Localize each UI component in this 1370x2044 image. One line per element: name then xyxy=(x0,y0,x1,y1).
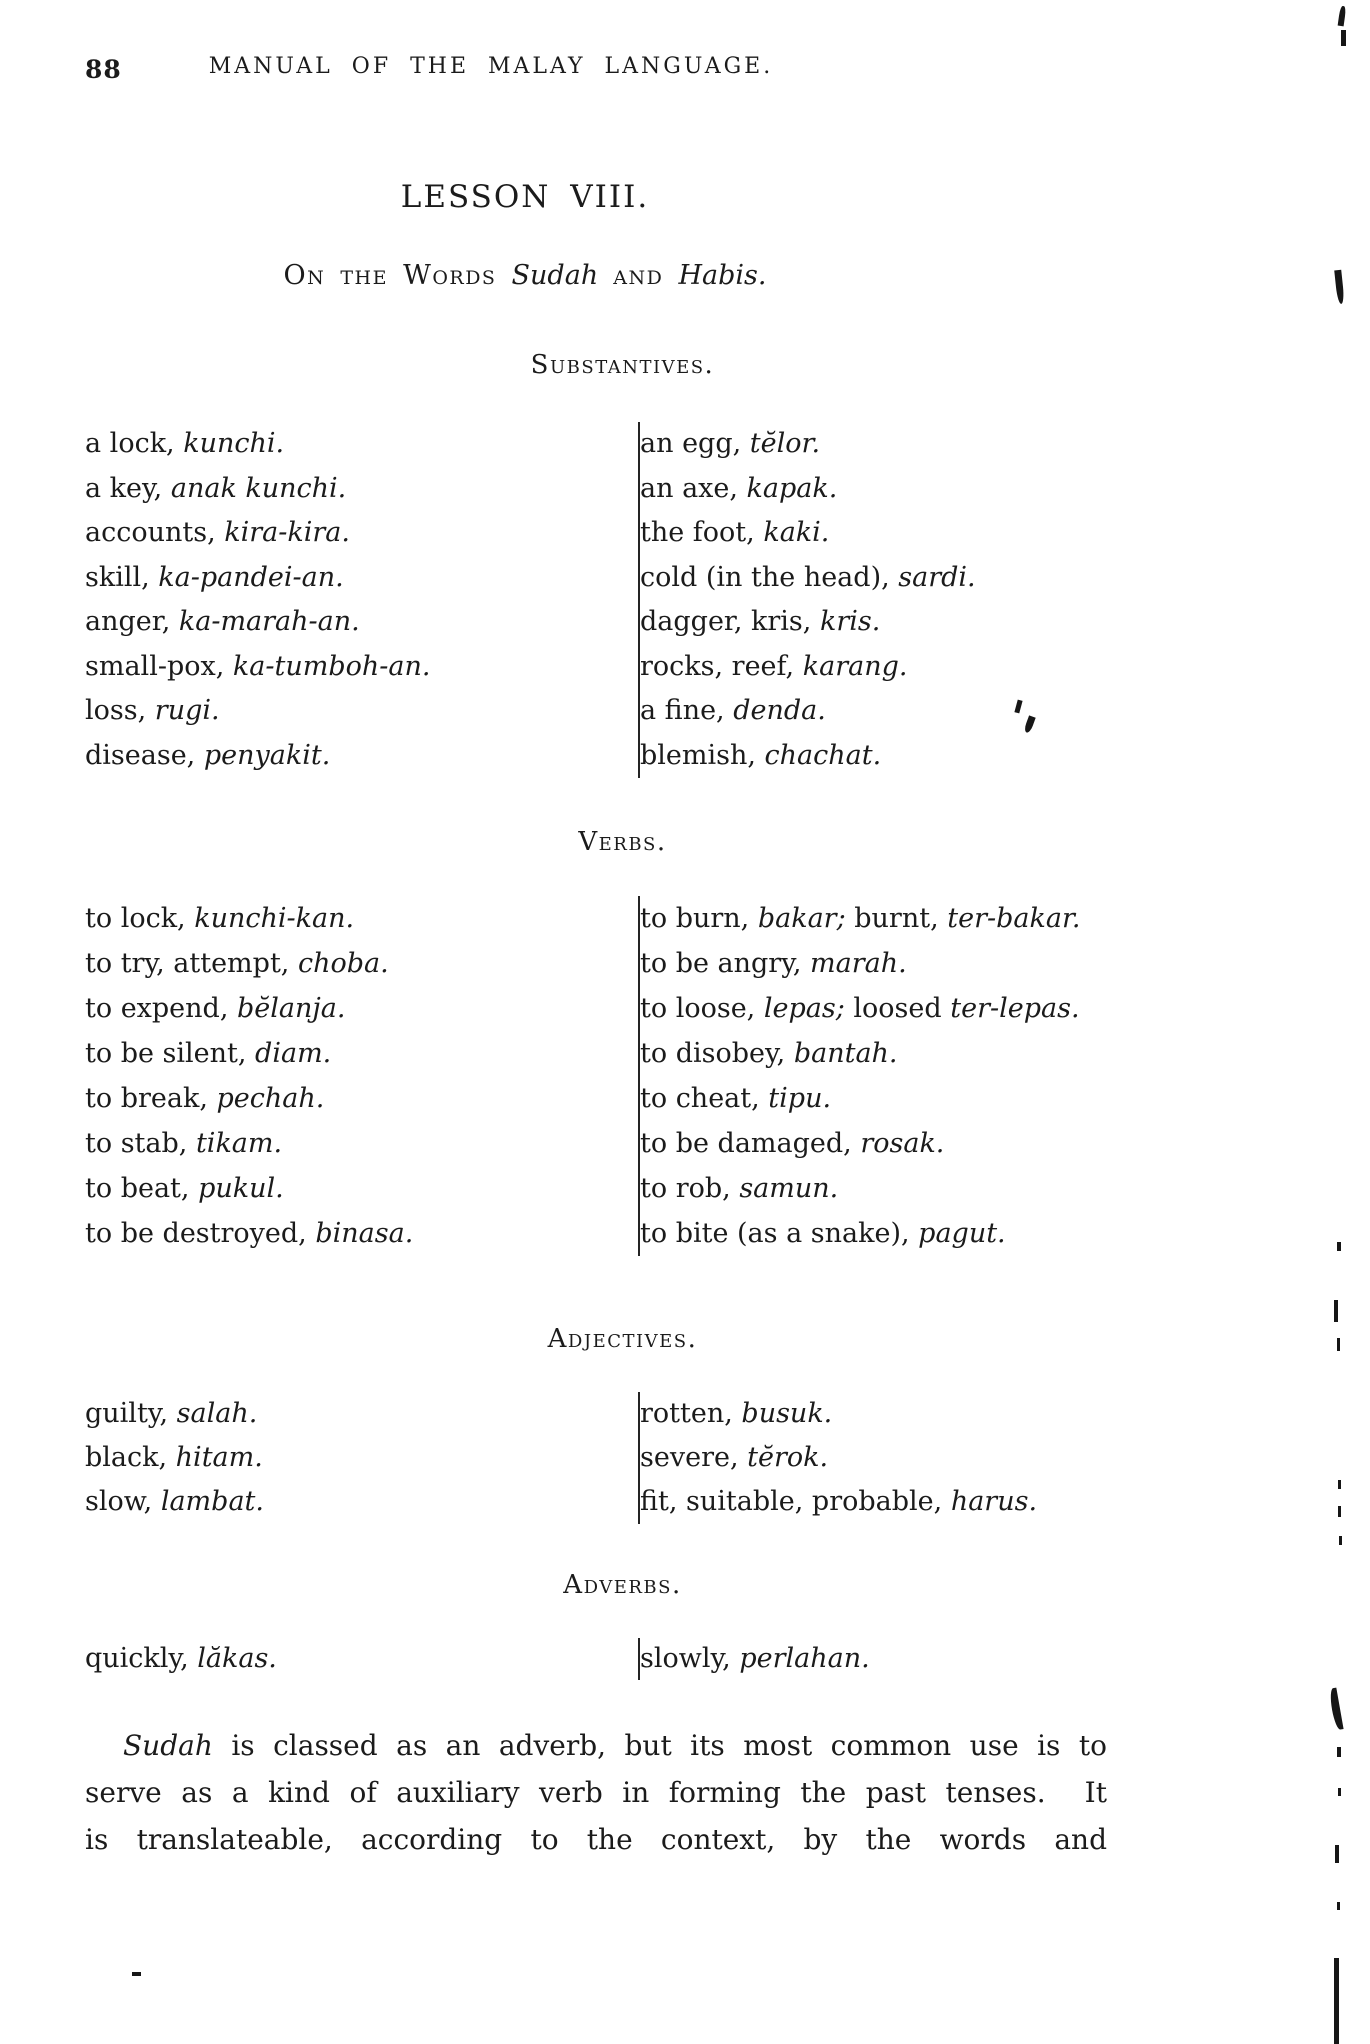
malay-word: pukul. xyxy=(198,1173,284,1204)
vocab-entry xyxy=(85,1436,638,1480)
scan-artifact xyxy=(1338,1506,1341,1517)
vocab-entry xyxy=(85,511,638,556)
malay-word: busuk. xyxy=(741,1398,833,1429)
malay-word: Sudah xyxy=(511,260,599,291)
vocab-entry xyxy=(85,1211,638,1256)
vocab-entry xyxy=(640,1121,1160,1166)
malay-word: penyakit. xyxy=(203,739,331,771)
vocab-entry xyxy=(85,1480,638,1524)
english-text: accounts, xyxy=(85,517,225,548)
paragraph-line xyxy=(85,1816,1107,1863)
vocab-entry xyxy=(640,1211,1160,1256)
english-text: dagger, kris, xyxy=(640,606,820,637)
malay-word: kapak. xyxy=(746,472,838,504)
scan-artifact xyxy=(1338,1480,1341,1489)
english-text: to try, attempt, xyxy=(85,948,298,979)
english-text: to break, xyxy=(85,1083,217,1114)
english-text: skill, xyxy=(85,561,159,593)
english-text: black, xyxy=(85,1442,176,1473)
english-text: and xyxy=(598,260,679,291)
malay-word: pechah. xyxy=(216,1083,325,1114)
english-text: severe, xyxy=(640,1442,748,1473)
vocab-entry xyxy=(640,422,1160,467)
scan-artifact xyxy=(1334,1300,1338,1322)
english-text: to be silent, xyxy=(85,1038,256,1069)
malay-word: tĕrok. xyxy=(747,1442,829,1473)
english-text: to beat, xyxy=(85,1173,199,1204)
page-header xyxy=(85,54,897,94)
malay-word: samun. xyxy=(739,1173,839,1204)
lesson-title: LESSON VIII. xyxy=(400,179,650,215)
lesson-subtitle xyxy=(85,260,965,291)
english-text: is classed as an adverb, but its most common use is to xyxy=(212,1729,1107,1762)
substantives-right-column xyxy=(638,422,1160,778)
english-text: cold (in the head), xyxy=(640,561,899,593)
vocab-entry xyxy=(85,1121,638,1166)
verbs-right-column xyxy=(638,896,1160,1256)
english-text: a lock, xyxy=(85,428,184,459)
substantives-columns xyxy=(85,422,1160,778)
adjectives-left-column xyxy=(85,1392,638,1524)
adverbs-left-column xyxy=(85,1638,638,1680)
vocab-entry xyxy=(640,645,1160,690)
english-text: disease, xyxy=(85,739,204,771)
malay-word: kunchi-kan. xyxy=(194,903,355,934)
vocab-entry xyxy=(640,511,1160,556)
english-text: serve as a kind of auxiliary verb in forming the past tenses. It xyxy=(85,1776,1107,1809)
vocab-entry xyxy=(640,1436,1160,1480)
scan-artifact xyxy=(1334,1958,1339,2044)
section-heading-substantives: Substantives. xyxy=(530,350,715,380)
vocab-entry xyxy=(85,1166,638,1211)
english-text: rotten, xyxy=(640,1398,742,1429)
verbs-columns xyxy=(85,896,1160,1256)
section-heading-verbs: Verbs. xyxy=(578,827,667,857)
body-paragraph xyxy=(85,1722,1107,1863)
malay-word: ter-bakar. xyxy=(947,903,1081,934)
scan-artifact xyxy=(1337,1338,1340,1351)
vocab-entry xyxy=(640,734,1160,779)
english-text: guilty, xyxy=(85,1398,177,1429)
malay-word: tipu. xyxy=(768,1083,832,1114)
malay-word: perlahan. xyxy=(739,1643,870,1674)
english-text: to be angry, xyxy=(640,948,811,979)
vocab-entry xyxy=(640,1638,1160,1680)
vocab-entry xyxy=(85,1392,638,1436)
vocab-entry xyxy=(640,1031,1160,1076)
malay-word: harus. xyxy=(950,1486,1038,1517)
english-text: to disobey, xyxy=(640,1038,794,1069)
vocab-entry xyxy=(640,941,1160,986)
paragraph-line xyxy=(85,1722,1107,1769)
english-text: an axe, xyxy=(640,472,747,504)
page-number: 88 xyxy=(85,55,122,84)
malay-word: bĕlanja. xyxy=(237,993,346,1024)
malay-word: ka-pandei-an. xyxy=(158,561,344,593)
english-text: On the Words xyxy=(283,260,512,291)
scan-artifact xyxy=(1337,1902,1340,1910)
english-text: quickly, xyxy=(85,1643,198,1674)
vocab-entry xyxy=(85,467,638,512)
vocab-entry xyxy=(85,600,638,645)
vocab-entry xyxy=(640,467,1160,512)
scan-artifact xyxy=(1337,1242,1341,1251)
malay-word: Habis. xyxy=(678,260,767,291)
malay-word: marah. xyxy=(810,948,907,979)
adjectives-right-column xyxy=(638,1392,1160,1524)
vocab-entry xyxy=(85,689,638,734)
english-text: to bite (as a snake), xyxy=(640,1218,919,1249)
malay-word: lambat. xyxy=(160,1486,264,1517)
vocab-entry xyxy=(85,422,638,467)
english-text: to stab, xyxy=(85,1128,196,1159)
english-text: to cheat, xyxy=(640,1083,769,1114)
scan-artifact xyxy=(1328,1688,1343,1731)
vocab-entry xyxy=(85,896,638,941)
section-heading-adverbs: Adverbs. xyxy=(563,1570,682,1600)
english-text: to burn, xyxy=(640,903,758,934)
vocab-entry xyxy=(640,689,1160,734)
malay-word: kira-kira. xyxy=(224,517,350,548)
vocab-entry xyxy=(640,1480,1160,1524)
malay-word: ka-tumboh-an. xyxy=(232,650,431,682)
malay-word: denda. xyxy=(733,695,826,726)
adverbs-columns xyxy=(85,1638,1160,1680)
english-text: a fine, xyxy=(640,695,734,726)
english-text: slow, xyxy=(85,1486,161,1517)
english-text: fit, suitable, probable, xyxy=(640,1486,951,1517)
malay-word: sardi. xyxy=(898,561,976,593)
english-text: is translateable, according to the context, by the words and xyxy=(85,1823,1107,1856)
malay-word: kaki. xyxy=(763,517,830,548)
adjectives-columns xyxy=(85,1392,1160,1524)
malay-word: salah. xyxy=(176,1398,258,1429)
malay-word: ka-marah-an. xyxy=(178,606,360,637)
scan-artifact xyxy=(1341,30,1346,46)
malay-word: Sudah xyxy=(123,1729,213,1762)
malay-word: tĕlor. xyxy=(749,428,821,459)
english-text: to be damaged, xyxy=(640,1128,861,1159)
vocab-entry xyxy=(640,556,1160,601)
vocab-entry xyxy=(640,1076,1160,1121)
malay-word: kunchi. xyxy=(183,428,285,459)
adverbs-right-column xyxy=(638,1638,1160,1680)
english-text: slowly, xyxy=(640,1643,740,1674)
vocab-entry xyxy=(640,600,1160,645)
english-text: to loose, xyxy=(640,993,764,1024)
vocab-entry xyxy=(640,1392,1160,1436)
english-text: loosed xyxy=(844,993,951,1024)
scan-artifact xyxy=(1334,270,1345,305)
section-heading-adjectives: Adjectives. xyxy=(547,1324,698,1354)
scan-artifact xyxy=(132,1972,141,1976)
scan-artifact xyxy=(1338,6,1347,27)
english-text: small-pox, xyxy=(85,650,233,682)
malay-word: pagut. xyxy=(918,1218,1006,1249)
vocab-entry xyxy=(640,1166,1160,1211)
vocab-entry xyxy=(85,1031,638,1076)
malay-word: lepas; xyxy=(763,993,845,1024)
malay-word: rugi. xyxy=(154,695,220,726)
english-text: a key, xyxy=(85,472,171,504)
english-text: rocks, reef, xyxy=(640,650,803,682)
english-text: to rob, xyxy=(640,1173,740,1204)
malay-word: binasa. xyxy=(315,1218,414,1249)
vocab-entry xyxy=(85,734,638,779)
english-text: anger, xyxy=(85,606,179,637)
vocab-entry xyxy=(85,941,638,986)
english-text: the foot, xyxy=(640,517,764,548)
scan-artifact xyxy=(1338,1788,1341,1796)
vocab-entry xyxy=(85,556,638,601)
english-text: to be destroyed, xyxy=(85,1218,316,1249)
malay-word: ter-lepas. xyxy=(950,993,1080,1024)
malay-word: hitam. xyxy=(175,1442,263,1473)
scan-artifact xyxy=(1335,1845,1339,1863)
vocab-entry xyxy=(85,1638,638,1680)
paragraph-line xyxy=(85,1769,1107,1816)
malay-word: bakar; xyxy=(757,903,846,934)
english-text: loss, xyxy=(85,695,155,726)
vocab-entry xyxy=(85,645,638,690)
vocab-entry xyxy=(85,1076,638,1121)
english-text: burnt, xyxy=(845,903,948,934)
malay-word: diam. xyxy=(255,1038,332,1069)
english-text: an egg, xyxy=(640,428,750,459)
malay-word: choba. xyxy=(297,948,389,979)
malay-word: kris. xyxy=(819,606,881,637)
english-text: to expend, xyxy=(85,993,237,1024)
scan-artifact xyxy=(1339,1536,1342,1545)
malay-word: chachat. xyxy=(764,739,882,771)
malay-word: lăkas. xyxy=(197,1643,277,1674)
vocab-entry xyxy=(640,986,1160,1031)
english-text: blemish, xyxy=(640,739,765,771)
malay-word: tikam. xyxy=(195,1128,283,1159)
running-title: MANUAL OF THE MALAY LANGUAGE. xyxy=(208,54,774,79)
substantives-left-column xyxy=(85,422,638,778)
vocab-entry xyxy=(640,896,1160,941)
malay-word: karang. xyxy=(802,650,908,682)
verbs-left-column xyxy=(85,896,638,1256)
malay-word: rosak. xyxy=(860,1128,945,1159)
malay-word: anak kunchi. xyxy=(170,472,347,504)
malay-word: bantah. xyxy=(793,1038,898,1069)
scan-artifact xyxy=(1337,1747,1341,1757)
english-text: to lock, xyxy=(85,903,195,934)
vocab-entry xyxy=(85,986,638,1031)
